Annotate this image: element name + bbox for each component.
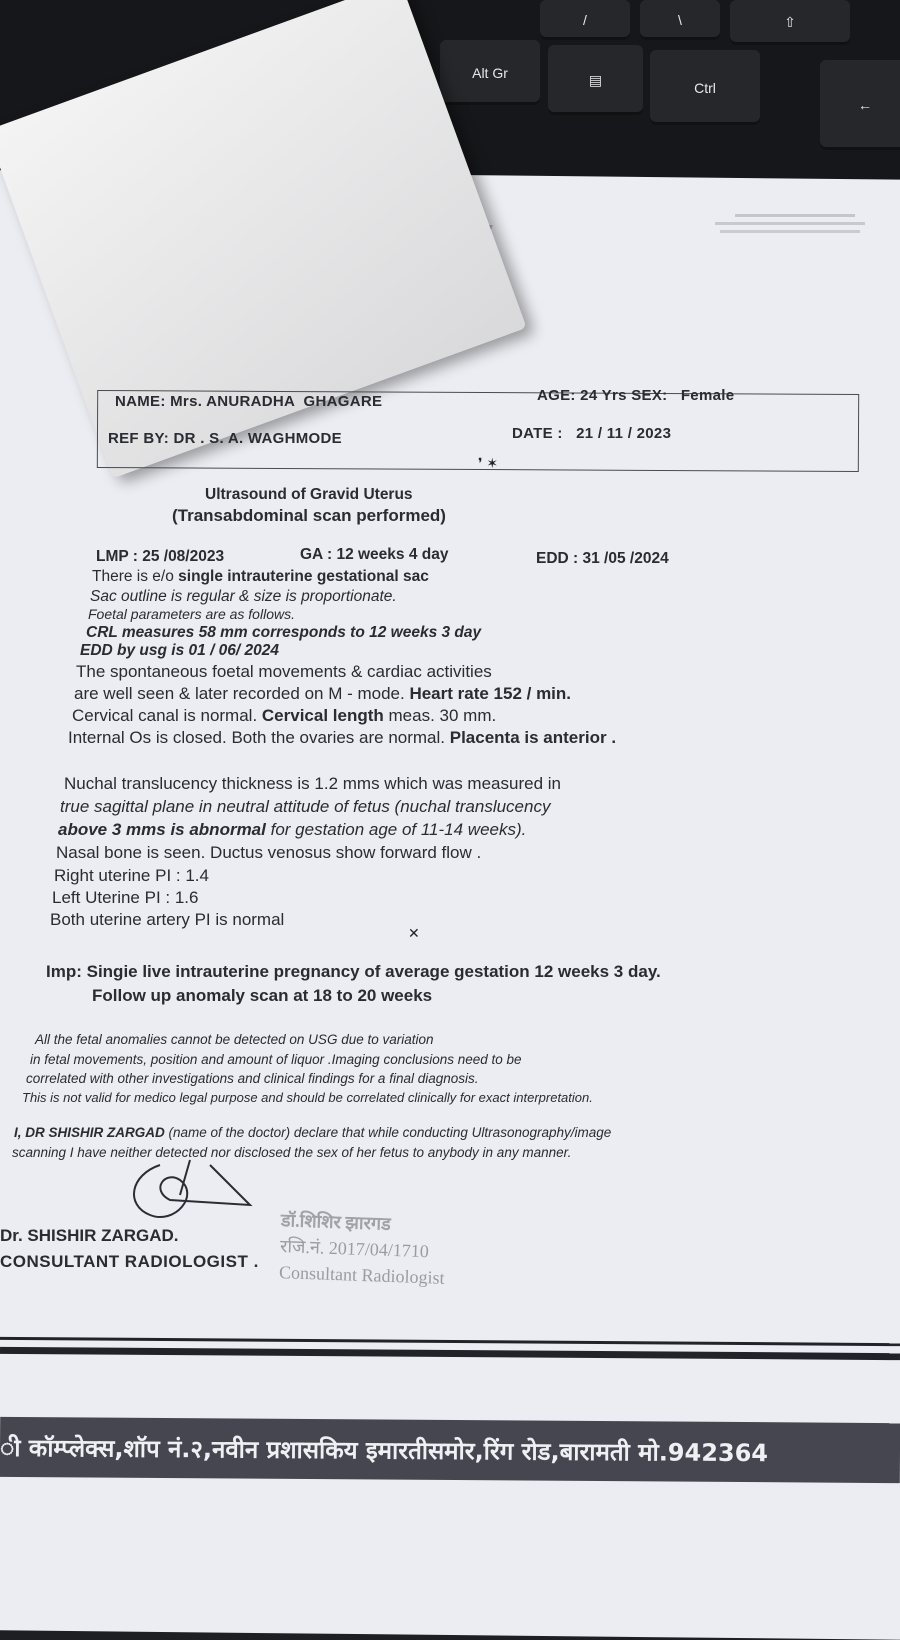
cervical-length-value: meas. 30 mm.: [383, 706, 497, 725]
stamp-line-3: Consultant Radiologist: [278, 1262, 445, 1288]
report-subtitle: (Transabdominal scan performed): [172, 506, 446, 525]
footer-address-band: [0, 1417, 900, 1483]
cervical-length-label: Cervical length: [261, 706, 384, 725]
os-text: Internal Os is closed. Both the ovaries are normal.: [68, 728, 450, 747]
nt-line-2: true sagittal plane in neutral attitude of fetus (nuchal translucency: [60, 797, 551, 816]
lmp-text: LMP : 25 /08/2023: [96, 548, 225, 565]
movements-text: are well seen & later recorded on M - mode.: [74, 684, 410, 703]
age-value: 24 Yrs: [580, 387, 627, 404]
key-label: \: [678, 12, 682, 28]
footer-rule-thick: [0, 1347, 900, 1360]
report-title: Ultrasound of Gravid Uterus: [205, 486, 413, 503]
key-label: Alt Gr: [472, 64, 508, 81]
ink-mark: ❜ ✶: [478, 455, 499, 471]
impression-line-2: Follow up anomaly scan at 18 to 20 weeks: [92, 986, 433, 1005]
finding-line-2: Sac outline is regular & size is proportionate.: [90, 588, 397, 605]
arrow-left-icon: ←: [858, 97, 872, 113]
cervical-text: Cervical canal is normal.: [72, 706, 262, 725]
disclaimer-line-4: This is not valid for medico legal purpose and should be correlated clinically for exact interpretation.: [22, 1090, 593, 1105]
cervical-line: [72, 706, 496, 726]
signature-name: Dr. SHISHIR ZARGAD.: [0, 1226, 179, 1245]
key-label: ⇧: [784, 14, 796, 30]
edd-usg-line: EDD by usg is 01 / 06/ 2024: [80, 642, 280, 659]
ref-row: [108, 430, 342, 447]
date-value: 21 / 11 / 2023: [576, 425, 672, 442]
name-value: Mrs. ANURADHA GHAGARE: [170, 393, 383, 410]
finding-line-1: [92, 568, 429, 586]
sex-value: Female: [680, 387, 735, 404]
ref-label: REF BY:: [108, 430, 169, 447]
movements-line-2: [74, 684, 571, 704]
nt-line-1: Nuchal translucency thickness is 1.2 mms which was measured in: [64, 774, 561, 793]
right-pi-line: Right uterine PI : 1.4: [54, 866, 209, 885]
ga-text: GA : 12 weeks 4 day: [300, 546, 449, 563]
name-label: NAME:: [115, 393, 166, 410]
heart-rate-text: Heart rate 152 / min.: [409, 684, 572, 703]
ink-mark: ✕: [408, 925, 420, 941]
footer-rule: [0, 1337, 900, 1346]
age-label: AGE:: [537, 387, 576, 404]
patient-age-row: [537, 387, 734, 404]
nasal-bone-line: Nasal bone is seen. Ductus venosus show forward flow .: [56, 843, 482, 862]
crl-line: CRL measures 58 mm corresponds to 12 weeks 3 day: [86, 624, 482, 641]
finding-text: There is e/o: [92, 568, 179, 585]
stamp-line-1: डॉ.शिशिर झारगड: [280, 1210, 392, 1234]
menu-key-icon: ▤: [588, 71, 603, 88]
impression-line-1: Imp: Singie live intrauterine pregnancy of average gestation 12 weeks 3 day.: [46, 962, 661, 981]
nt-gestation-text: for gestation age of 11-14 weeks).: [265, 820, 527, 839]
finding-text-bold: single intrauterine gestational sac: [178, 568, 429, 585]
doctor-stamp: [279, 1207, 447, 1291]
disclaimer-line-2: in fetal movements, position and amount of liquor .Imaging conclusions need to be: [30, 1052, 522, 1067]
key-label: Ctrl: [694, 79, 716, 96]
key-label: /: [583, 12, 587, 28]
stamp-line-2: रजि.नं. 2017/04/1710: [279, 1236, 430, 1262]
movements-line-1: The spontaneous foetal movements & cardiac activities: [76, 662, 492, 681]
declaration-doctor-name: I, DR SHISHIR ZARGAD: [14, 1125, 165, 1140]
finding-line-3: Foetal parameters are as follows.: [88, 606, 295, 622]
date-row: [512, 425, 671, 442]
patient-name-row: [115, 393, 382, 410]
disclaimer-line-1: All the fetal anomalies cannot be detected on USG due to variation: [35, 1032, 434, 1047]
both-pi-line: Both uterine artery PI is normal: [50, 910, 285, 929]
nt-line-3: [58, 820, 526, 840]
edd-text: EDD : 31 /05 /2024: [536, 550, 669, 567]
signature-title: CONSULTANT RADIOLOGIST .: [0, 1252, 259, 1271]
placenta-text: Placenta is anterior .: [449, 728, 617, 747]
nt-abnormal-text: above 3 mms is abnormal: [58, 820, 266, 839]
os-line: [68, 728, 616, 748]
disclaimer-line-3: correlated with other investigations and clinical findings for a final diagnosis.: [26, 1071, 479, 1086]
ref-value: DR . S. A. WAGHMODE: [173, 430, 342, 447]
sex-label: SEX:: [631, 387, 668, 404]
declaration-text: (name of the doctor) declare that while conducting Ultrasonography/image: [164, 1125, 612, 1140]
declaration-line-1: [14, 1125, 611, 1140]
declaration-line-2: scanning I have neither detected nor disclosed the sex of her fetus to anybody in any manner.: [12, 1145, 572, 1160]
date-label: DATE :: [512, 425, 563, 442]
footer-address: ी कॉम्प्लेक्स,शॉप नं.२,नवीन प्रशासकिय इमारतीसमोर,रिंग रोड,बारामती मो.942364: [0, 1433, 769, 1467]
left-pi-line: Left Uterine PI : 1.6: [52, 888, 199, 907]
handwritten-signature: [120, 1155, 270, 1235]
